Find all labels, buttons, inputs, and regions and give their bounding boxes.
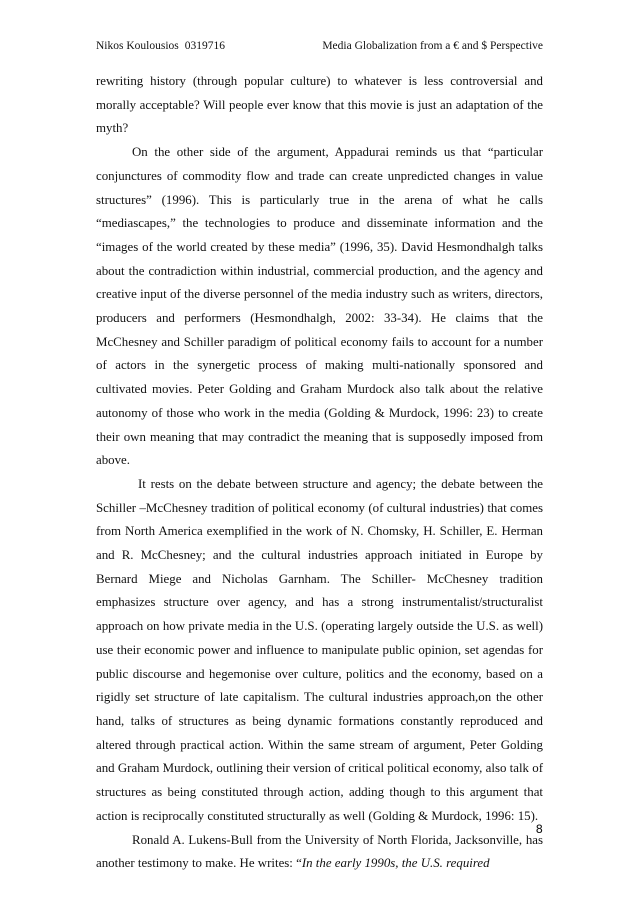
header-author: Nikos Koulousios — [96, 40, 179, 52]
page-number: 8 — [535, 822, 543, 836]
paragraph-appadurai: On the other side of the argument, Appadurai reminds us that “particular conjunctures of commodity flow and trade can create unpredicted changes in value structures” (1996). This is particularly true in the arena of what he calls “mediascapes,” the technologies to produce and disseminate information and the “images of the world created by these media” (1996, 35). David Hesmondhalgh talks about the contradiction within industrial, commercial production, and the agency and creative input of the diverse personnel of the media industry such as writers, directors, producers and performers (Hesmondhalgh, 2002: 33-34). He claims that the McChesney and Schiller paradigm of political economy fails to account for a number of actors in the synergetic process of making multi-nationally sponsored and cultivated movies. Peter Golding and Graham Murdock also talk about the relative autonomy of those who work in the media (Golding & Murdock, 1996: 23) to create their own meaning that may contradict the meaning that is supposedly imposed from above. — [96, 145, 543, 468]
paragraph-lukens-bull-lead: Ronald A. Lukens-Bull from the University of North Florida, Jacksonville, has another testimony to make. He writes: “ — [96, 832, 543, 871]
paragraph-structure-agency: It rests on the debate between structure and agency; the debate between the Schiller –McChesney tradition of political economy (of cultural industries) that comes from North America exemplified in the work of N. Chomsky, H. Schiller, E. Herman and R. McChesney; and the cultural industries approach initiated in Europe by Bernard Miege and Nicholas Garnham. The Schiller- McChesney tradition emphasizes structure over agency, and has a strong instrumentalist/structuralist approach on how private media in the U.S. (operating largely outside the U.S. as well) use their economic power and influence to manipulate public opinion, set agendas for public discourse and hegemonise over culture, politics and the economy, based on a rigidly set structure of late capitalism. The cultural industries approach,on the other hand, talks of structures as being dynamic formations constantly reproduced and altered through practical action. Within the same stream of argument, Peter Golding and Graham Murdock, outlining their version of critical political economy, also talk of structures as being constituted through action, adding though to this argument that action is reciprocally constituted structurally as well (Golding & Murdock, 1996: 15). — [96, 476, 543, 823]
paragraph-lukens-bull-quote: In the early 1990s, the U.S. required — [301, 856, 490, 871]
header-student-id: 0319716 — [184, 40, 225, 52]
header-title: Media Globalization from a € and $ Perspective — [322, 40, 543, 52]
paragraph-lukens-bull — [96, 829, 543, 876]
body-text — [96, 70, 543, 876]
header-author-block — [96, 39, 225, 53]
paragraph-continuation: rewriting history (through popular culture) to whatever is less controversial and morally acceptable? Will people ever know that this movie is just an adaptation of the myth? — [96, 74, 543, 136]
